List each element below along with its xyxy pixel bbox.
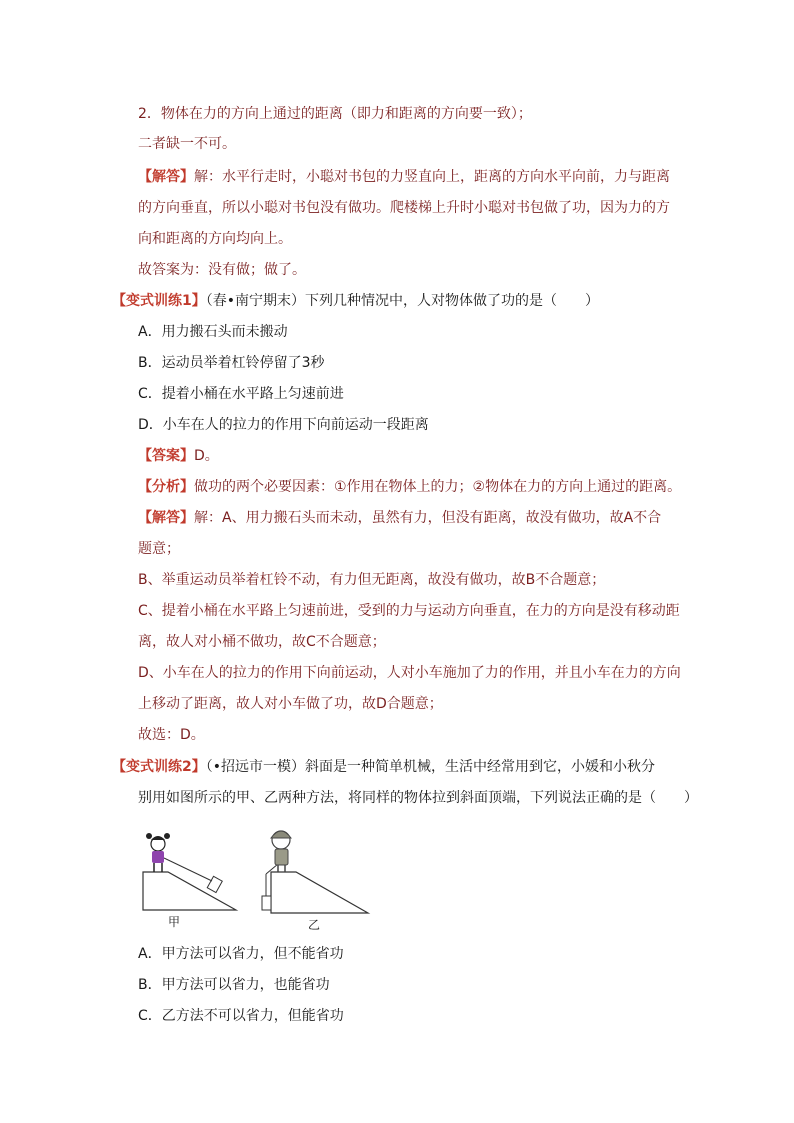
line-text: 2．物体在力的方向上通过的距离（即力和距离的方向要一致）； [138, 106, 532, 122]
text-line [138, 663, 681, 683]
section-label: 【变式训练1】 [112, 293, 206, 309]
line-text: 故答案为：没有做；做了。 [138, 262, 306, 278]
section-label: 【解答】 [138, 510, 194, 526]
line-text: C．提着小桶在水平路上匀速前进 [138, 386, 344, 402]
line-text: 解：A、用力搬石头而未动，虽然有力，但没有距离，故没有做功，故A不合 [194, 510, 662, 526]
section-label: 【答案】 [138, 448, 194, 464]
line-text: 解：水平行走时，小聪对书包的力竖直向上，距离的方向水平向前，力与距离 [194, 169, 670, 185]
text-line [138, 104, 532, 124]
text-line [138, 570, 605, 590]
line-text: D、小车在人的拉力的作用下向前运动，人对小车施加了力的作用，并且小车在力的方向 [138, 665, 681, 681]
text-line [138, 446, 219, 466]
text-line [138, 632, 386, 652]
text-line [138, 198, 670, 218]
text-line [138, 1006, 344, 1026]
figure-label-yi: 乙 [308, 918, 321, 932]
line-text: B、举重运动员举着杠铃不动，有力但无距离，故没有做功，故B不合题意； [138, 572, 606, 588]
section-label: 【变式训练2】 [112, 759, 206, 775]
text-line [138, 508, 661, 528]
text-line [138, 975, 330, 995]
text-line [138, 384, 344, 404]
incline-jia [143, 833, 236, 910]
line-text: 二者缺一不可。 [138, 136, 236, 152]
text-line [138, 539, 180, 559]
line-text: 上移动了距离，故人对小车做了功，故D合题意； [138, 696, 443, 712]
figure-label-jia: 甲 [168, 915, 181, 929]
line-text: 故选：D。 [138, 727, 205, 743]
section-label: 【解答】 [138, 169, 194, 185]
line-text: 向和距离的方向均向上。 [138, 231, 292, 247]
line-text: C、提着小桶在水平路上匀速前进，受到的力与运动方向垂直，在力的方向是没有移动距 [138, 603, 680, 619]
line-text: 题意； [138, 541, 180, 557]
line-text: D．小车在人的拉力的作用下向前运动一段距离 [138, 417, 429, 433]
line-text: 的方向垂直，所以小聪对书包没有做功。爬楼梯上升时小聪对书包做了功，因为力的方 [138, 200, 670, 216]
incline-figure [138, 818, 398, 930]
text-line [112, 291, 599, 311]
section-label: 【分析】 [138, 479, 194, 495]
line-text: C．乙方法不可以省力，但能省功 [138, 1008, 344, 1024]
text-line [138, 260, 306, 280]
line-text: B．甲方法可以省力，也能省功 [138, 977, 330, 993]
line-text: （•招远市一模）斜面是一种简单机械，生活中经常用到它，小媛和小秋分 [205, 759, 656, 775]
text-line [138, 694, 443, 714]
text-line [138, 477, 681, 497]
line-text: 做功的两个必要因素：①作用在物体上的力；②物体在力的方向上通过的距离。 [194, 479, 682, 495]
text-line [138, 322, 288, 342]
text-line [138, 134, 236, 154]
text-line [112, 757, 655, 777]
text-line [138, 788, 698, 808]
line-text: B．运动员举着杠铃停留了3秒 [138, 355, 325, 371]
text-line [138, 167, 670, 187]
text-line [138, 944, 344, 964]
text-line [138, 601, 680, 621]
incline-yi [262, 831, 368, 913]
line-text: （春•南宁期末）下列几种情况中，人对物体做了功的是（ ） [205, 293, 600, 309]
text-line [138, 229, 292, 249]
line-text: D。 [194, 448, 219, 464]
line-text: 离，故人对小桶不做功，故C不合题意； [138, 634, 386, 650]
text-line [138, 725, 205, 745]
line-text: A．甲方法可以省力，但不能省功 [138, 946, 344, 962]
text-line [138, 353, 325, 373]
text-line [138, 415, 429, 435]
line-text: 别用如图所示的甲、乙两种方法，将同样的物体拉到斜面顶端，下列说法正确的是（ ） [138, 790, 698, 806]
line-text: A．用力搬石头而未搬动 [138, 324, 288, 340]
